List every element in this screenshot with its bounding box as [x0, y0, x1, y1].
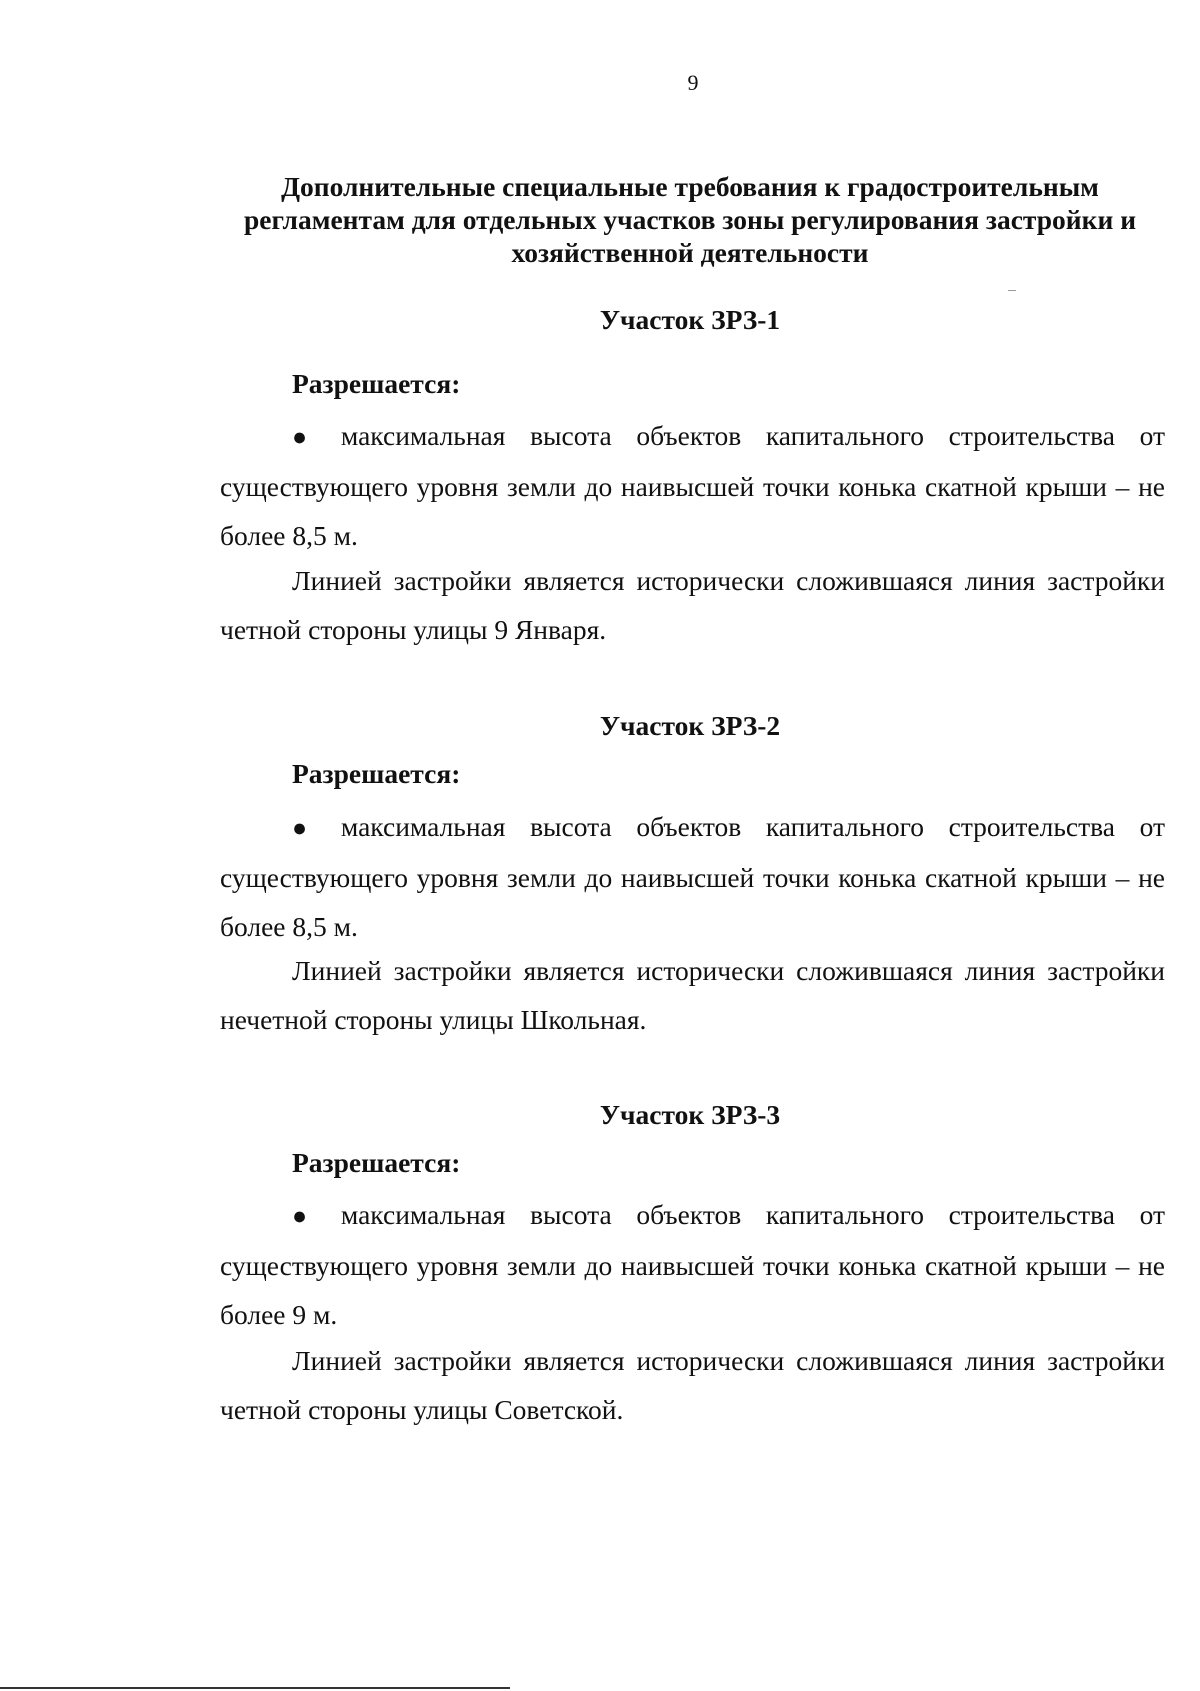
document-title: Дополнительные специальные требования к градостроительным регламентам для отдельных участков зоны регулирования застройки и хозяйственной деятельности: [243, 171, 1137, 268]
bullet-text: максимальная высота объектов капитального строительства от существующего уровня земли до наивысшей точки конька скатной крыши – не более 9 м.: [220, 1199, 1165, 1330]
page-number: 9: [687, 70, 699, 95]
bullet-icon: ●: [292, 424, 325, 451]
building-line-paragraph: Линией застройки является исторически сложившаяся линия застройки четной стороны улицы 9 Января.: [220, 565, 1165, 645]
building-line-paragraph: Линией застройки является исторически сложившаяся линия застройки четной стороны улицы Советской.: [220, 1345, 1165, 1425]
section-heading-zrz-1: Участок ЗРЗ-1: [599, 304, 781, 335]
bullet-text: максимальная высота объектов капитального строительства от существующего уровня земли до наивысшей точки конька скатной крыши – не более 8,5 м.: [220, 811, 1165, 942]
building-line-paragraph: Линией застройки является исторически сложившаяся линия застройки нечетной стороны улицы Школьная.: [220, 955, 1165, 1035]
section-heading-zrz-2: Участок ЗРЗ-2: [599, 710, 781, 741]
bullet-icon: ●: [292, 1203, 325, 1230]
footer-rule: [0, 1687, 510, 1689]
allowed-label: Разрешается:: [292, 1147, 461, 1178]
bullet-paragraph: [220, 1190, 1165, 1339]
bullet-paragraph: [220, 411, 1165, 560]
bullet-icon: ●: [292, 815, 325, 842]
scan-mark: [1008, 290, 1016, 291]
allowed-label: Разрешается:: [292, 368, 461, 399]
bullet-text: максимальная высота объектов капитального строительства от существующего уровня земли до наивысшей точки конька скатной крыши – не более 8,5 м.: [220, 420, 1165, 551]
bullet-paragraph: [220, 802, 1165, 951]
section-heading-zrz-3: Участок ЗРЗ-3: [599, 1099, 781, 1130]
allowed-label: Разрешается:: [292, 758, 461, 789]
